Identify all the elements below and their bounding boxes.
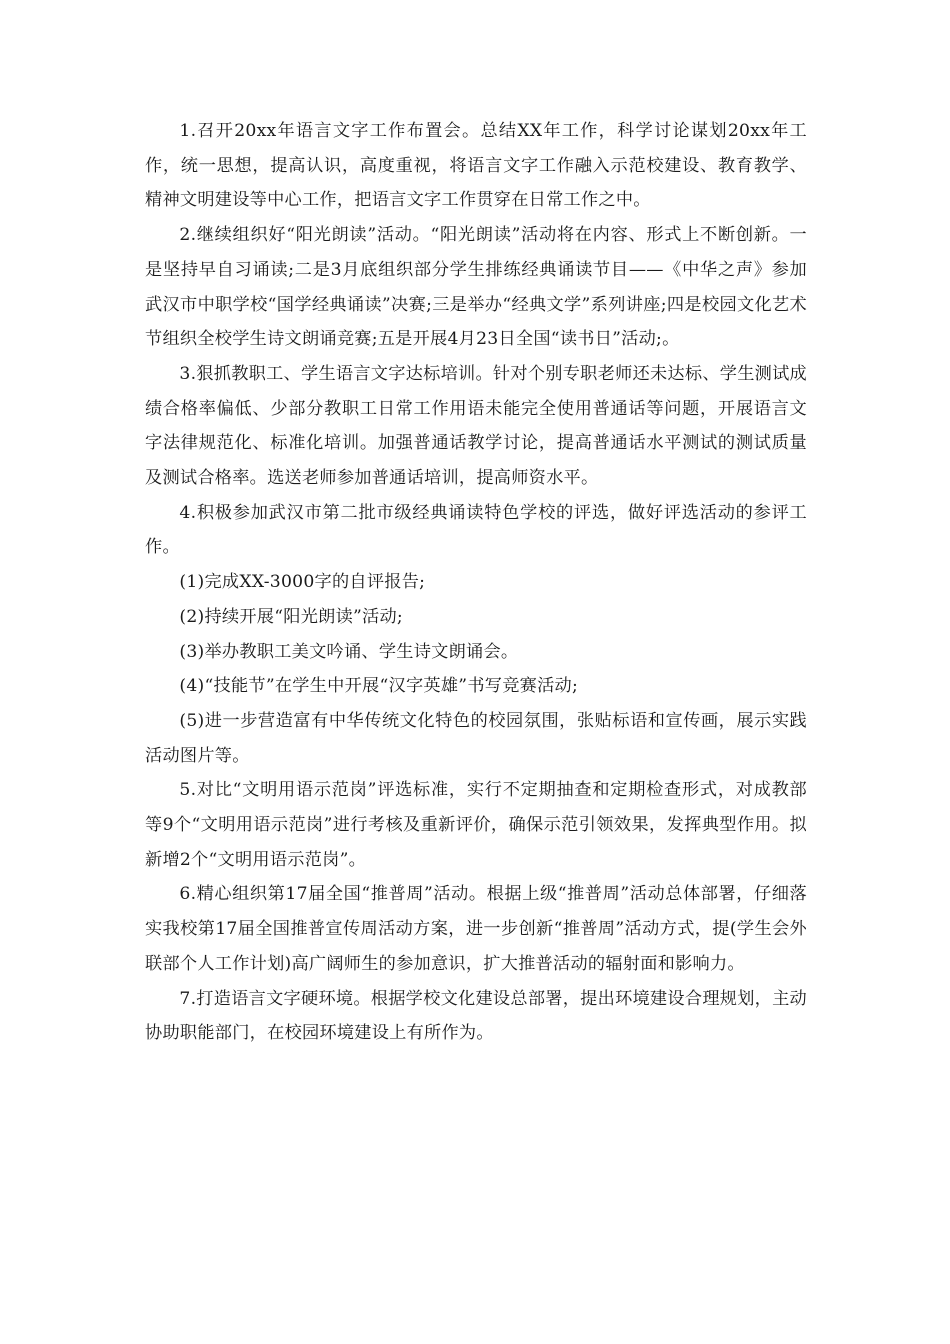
- paragraph-3: 3.狠抓教职工、学生语言文字达标培训。针对个别专职老师还未达标、学生测试成绩合格率偏低、少部分教职工日常工作用语未能完全使用普通话等问题，开展语言文字法律规范化、标准化培训。加强普通话教学讨论，提高普通话水平测试的测试质量及测试合格率。选送老师参加普通话培训，提高师资水平。: [145, 363, 807, 489]
- list-item-3: (3)举办教职工美文吟诵、学生诗文朗诵会。: [179, 641, 519, 662]
- paragraph-1: 1.召开20xx年语言文字工作布置会。总结XX年工作，科学讨论谋划20xx年工作，统一思想，提高认识，高度重视，将语言文字工作融入示范校建设、教育教学、精神文明建设等中心工作，把语言文字工作贯穿在日常工作之中。: [145, 121, 807, 211]
- list-item-5: (5)进一步营造富有中华传统文化特色的校园氛围，张贴标语和宣传画，展示实践活动图片等。: [145, 710, 807, 766]
- paragraph-6: 6.精心组织第17届全国“推普周”活动。根据上级“推普周”活动总体部署，仔细落实我校第17届全国推普宣传周活动方案，进一步创新“推普周”活动方式，提(学生会外联部个人工作计划)高广阔师生的参加意识，扩大推普活动的辐射面和影响力。: [145, 884, 807, 974]
- paragraph-4: 4.积极参加武汉市第二批市级经典诵读特色学校的评选，做好评选活动的参评工作。: [145, 502, 807, 558]
- list-item-4: (4)“技能节”在学生中开展“汉字英雄”书写竞赛活动;: [179, 676, 578, 697]
- paragraph-7: 7.打造语言文字硬环境。根据学校文化建设总部署，提出环境建设合理规划，主动协助职能部门，在校园环境建设上有所作为。: [145, 988, 807, 1044]
- list-item-1: (1)完成XX-3000字的自评报告;: [179, 572, 426, 593]
- document-body: [145, 114, 807, 1051]
- paragraph-2: 2.继续组织好“阳光朗读”活动。“阳光朗读”活动将在内容、形式上不断创新。一是坚持早自习诵读;二是3月底组织部分学生排练经典诵读节目——《中华之声》参加武汉市中职学校“国学经典诵读”决赛;三是举办“经典文学”系列讲座;四是校园文化艺术节组织全校学生诗文朗诵竞赛;五是开展4月23日全国“读书日”活动;。: [145, 225, 807, 350]
- list-item-2: (2)持续开展“阳光朗读”活动;: [179, 606, 403, 627]
- paragraph-5: 5.对比“文明用语示范岗”评选标准，实行不定期抽查和定期检查形式，对成教部等9个“文明用语示范岗”进行考核及重新评价，确保示范引领效果，发挥典型作用。拟新增2个“文明用语示范岗”。: [145, 780, 807, 870]
